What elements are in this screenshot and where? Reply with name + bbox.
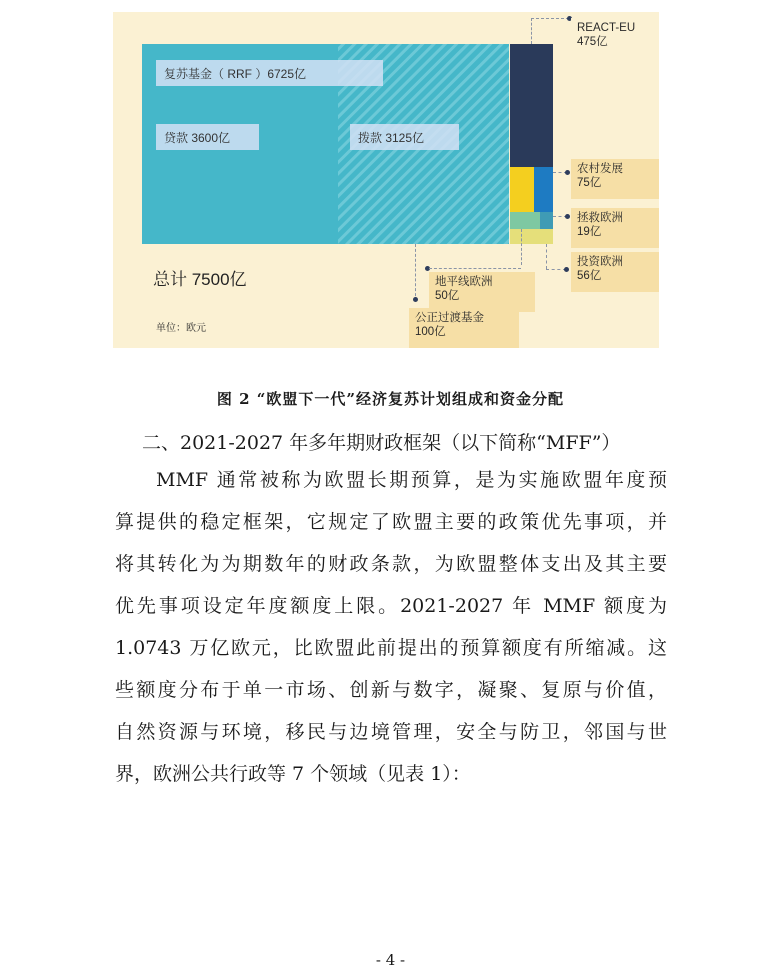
invest-leader-v <box>546 244 547 269</box>
rural-name: 农村发展 <box>577 163 623 175</box>
jtf-annotation <box>409 308 519 348</box>
jtf-leader <box>415 244 416 301</box>
invest-name: 投资欧洲 <box>577 256 623 268</box>
rescue-name: 拯救欧洲 <box>577 212 623 224</box>
rescue-block <box>540 212 553 229</box>
rural-block <box>534 167 553 212</box>
horizon-block <box>510 212 540 229</box>
section-heading: 二、2021-2027 年多年期财政框架（以下简称“MFF”） <box>142 432 621 454</box>
invest-annotation <box>571 252 659 292</box>
horizon-leader-h <box>429 268 521 269</box>
page-number: - 4 - <box>375 951 406 969</box>
jtf-dot <box>413 297 418 302</box>
recovery-plan-figure <box>113 12 659 348</box>
unit-label: 单位：欧元 <box>156 323 206 334</box>
invest-value: 56亿 <box>577 270 602 282</box>
rural-annotation <box>571 159 659 199</box>
invest-block <box>510 229 553 244</box>
react-eu-annotation <box>571 18 641 52</box>
horizon-name: 地平线欧洲 <box>435 276 493 288</box>
paragraph-line: 自然资源与环境，移民与边境管理，安全与防卫，邻国与世 <box>115 721 667 743</box>
loans-label: 贷款 3600亿 <box>156 124 259 150</box>
invest-dot <box>564 267 569 272</box>
paragraph-line: 些额度分布于单一市场、创新与数字，凝聚、复原与价值， <box>115 679 667 701</box>
rural-dot <box>565 170 570 175</box>
rescue-value: 19亿 <box>577 226 602 238</box>
figure-caption: 图 2 “欧盟下一代”经济复苏计划组成和资金分配 <box>216 390 565 408</box>
paragraph-line: 1.0743 万亿欧元，比欧盟此前提出的预算额度有所缩减。这 <box>115 637 667 659</box>
invest-leader-h <box>546 269 566 270</box>
paragraph-line: 界，欧洲公共行政等 7 个领域（见表 1）： <box>115 763 471 785</box>
rural-value: 75亿 <box>577 177 602 189</box>
react-eu-name: REACT-EU <box>577 22 636 34</box>
jtf-block <box>510 167 534 212</box>
total-label: 总计 7500亿 <box>153 270 247 289</box>
rescue-annotation <box>571 208 659 248</box>
horizon-leader <box>521 229 522 265</box>
paragraph-line: 将其转化为为期数年的财政条款，为欧盟整体支出及其主要 <box>115 553 667 575</box>
paragraph-line: MMF 通常被称为欧盟长期预算，是为实施欧盟年度预 <box>156 469 667 491</box>
rrf-label: 复苏基金（ RRF ）6725亿 <box>156 60 383 86</box>
rescue-dot <box>565 214 570 219</box>
jtf-name: 公正过渡基金 <box>415 312 484 324</box>
jtf-value: 100亿 <box>415 326 446 338</box>
paragraph-line: 优先事项设定年度额度上限。2021-2027 年 MMF 额度为 <box>115 595 667 617</box>
horizon-annotation <box>429 272 535 312</box>
react-eu-value: 475亿 <box>577 36 608 48</box>
react-eu-leader-h <box>531 18 569 19</box>
react-eu-leader <box>531 18 532 44</box>
paragraph-line: 算提供的稳定框架，它规定了欧盟主要的政策优先事项，并 <box>115 511 667 533</box>
grants-label: 拨款 3125亿 <box>350 124 459 150</box>
horizon-value: 50亿 <box>435 290 460 302</box>
react-eu-block <box>510 44 553 167</box>
